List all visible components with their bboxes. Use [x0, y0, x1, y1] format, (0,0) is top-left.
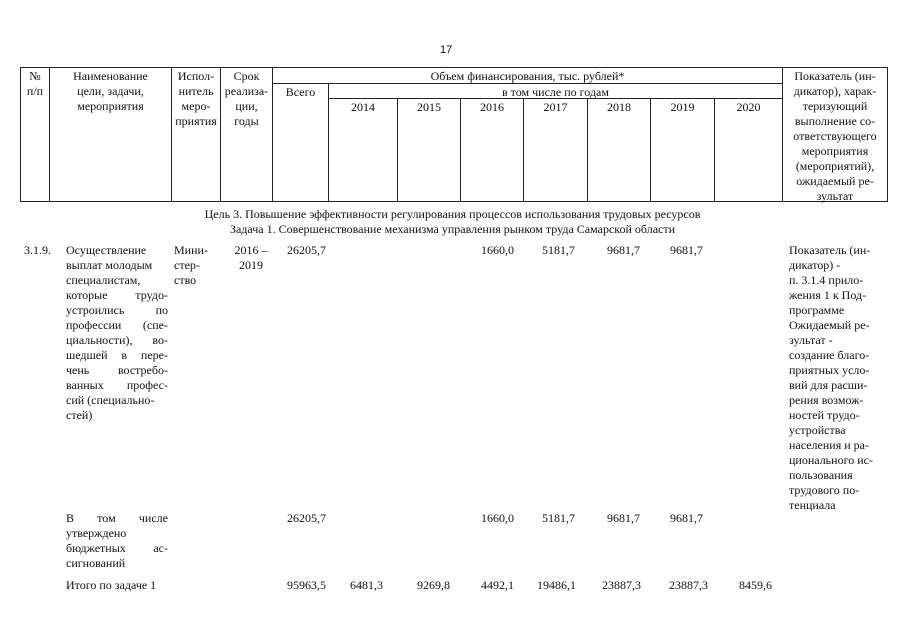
budget-row-name: В том числе утверждено бюджетных ас- сигнований [66, 511, 168, 570]
header-col-indicator: Показатель (ин-дикатор), харак-теризующий выполнение со-ответствующего мероприятия (мероприятий), ожидаемый ре-зультат [782, 67, 888, 202]
budget-row-2018: 9681,7 [607, 511, 640, 525]
total-row-2015: 9269,8 [417, 578, 450, 592]
row-term: 2016 – 2019 [234, 243, 268, 272]
header-year-2018: 2018 [587, 98, 651, 202]
row-2018: 9681,7 [607, 243, 640, 257]
budget-row-total: 26205,7 [287, 511, 326, 525]
header-col-by-years: в том числе по годам [328, 83, 783, 99]
total-row-name: Итого по задаче 1 [66, 578, 157, 592]
row-2017: 5181,7 [542, 243, 575, 257]
page-number: 17 [440, 44, 453, 56]
header-col-no: № п/п [20, 67, 50, 202]
row-executor: Мини- стер- ство [174, 243, 208, 287]
total-row-total: 95963,5 [287, 578, 326, 592]
budget-row-2016: 1660,0 [481, 511, 514, 525]
header-year-2016: 2016 [460, 98, 524, 202]
total-row-2020: 8459,6 [739, 578, 772, 592]
table-header [20, 67, 888, 202]
header-year-2015: 2015 [397, 98, 461, 202]
row-name: Осуществление выплат молодым специалистам, которые трудо- устроились по профессии (спе- циальности), во- шедшей в пере- чень востребо- ванных профес- сий (специально- стей) [66, 243, 168, 422]
budget-row-2017: 5181,7 [542, 511, 575, 525]
total-row-2016: 4492,1 [481, 578, 514, 592]
total-row-2019: 23887,3 [669, 578, 708, 592]
total-row-2018: 23887,3 [602, 578, 641, 592]
row-number: 3.1.9. [24, 243, 51, 257]
header-year-2020: 2020 [714, 98, 783, 202]
row-2016: 1660,0 [481, 243, 514, 257]
header-col-name: Наименование цели, задачи, мероприятия [49, 67, 172, 202]
header-year-2014: 2014 [328, 98, 398, 202]
header-col-financing: Объем финансирования, тыс. рублей* [272, 67, 783, 84]
total-row-2014: 6481,3 [350, 578, 383, 592]
row-total: 26205,7 [287, 243, 326, 257]
header-year-2017: 2017 [523, 98, 588, 202]
task-title: Задача 1. Совершенствование механизма управления рынком труда Самарской области [229, 222, 676, 236]
budget-row-2019: 9681,7 [670, 511, 703, 525]
goal-title: Цель 3. Повышение эффективности регулирования процессов использования трудовых ресурсов [204, 207, 701, 221]
row-2019: 9681,7 [670, 243, 703, 257]
header-col-term: Срок реализа-ции, годы [220, 67, 273, 202]
row-indicator: Показатель (ин- дикатор) - п. 3.1.4 прило- жения 1 к Под- программе Ожидаемый ре- зультат - создание благо- приятных усло- вий для расши- рения возмож- ностей трудо- устройства населения и ра- ционального ис- пользования трудового по- тенциала [789, 243, 873, 512]
header-col-exec: Испол-нитель меро-приятия [171, 67, 221, 202]
header-col-total: Всего [272, 83, 329, 202]
total-row-2017: 19486,1 [537, 578, 576, 592]
header-year-2019: 2019 [650, 98, 715, 202]
